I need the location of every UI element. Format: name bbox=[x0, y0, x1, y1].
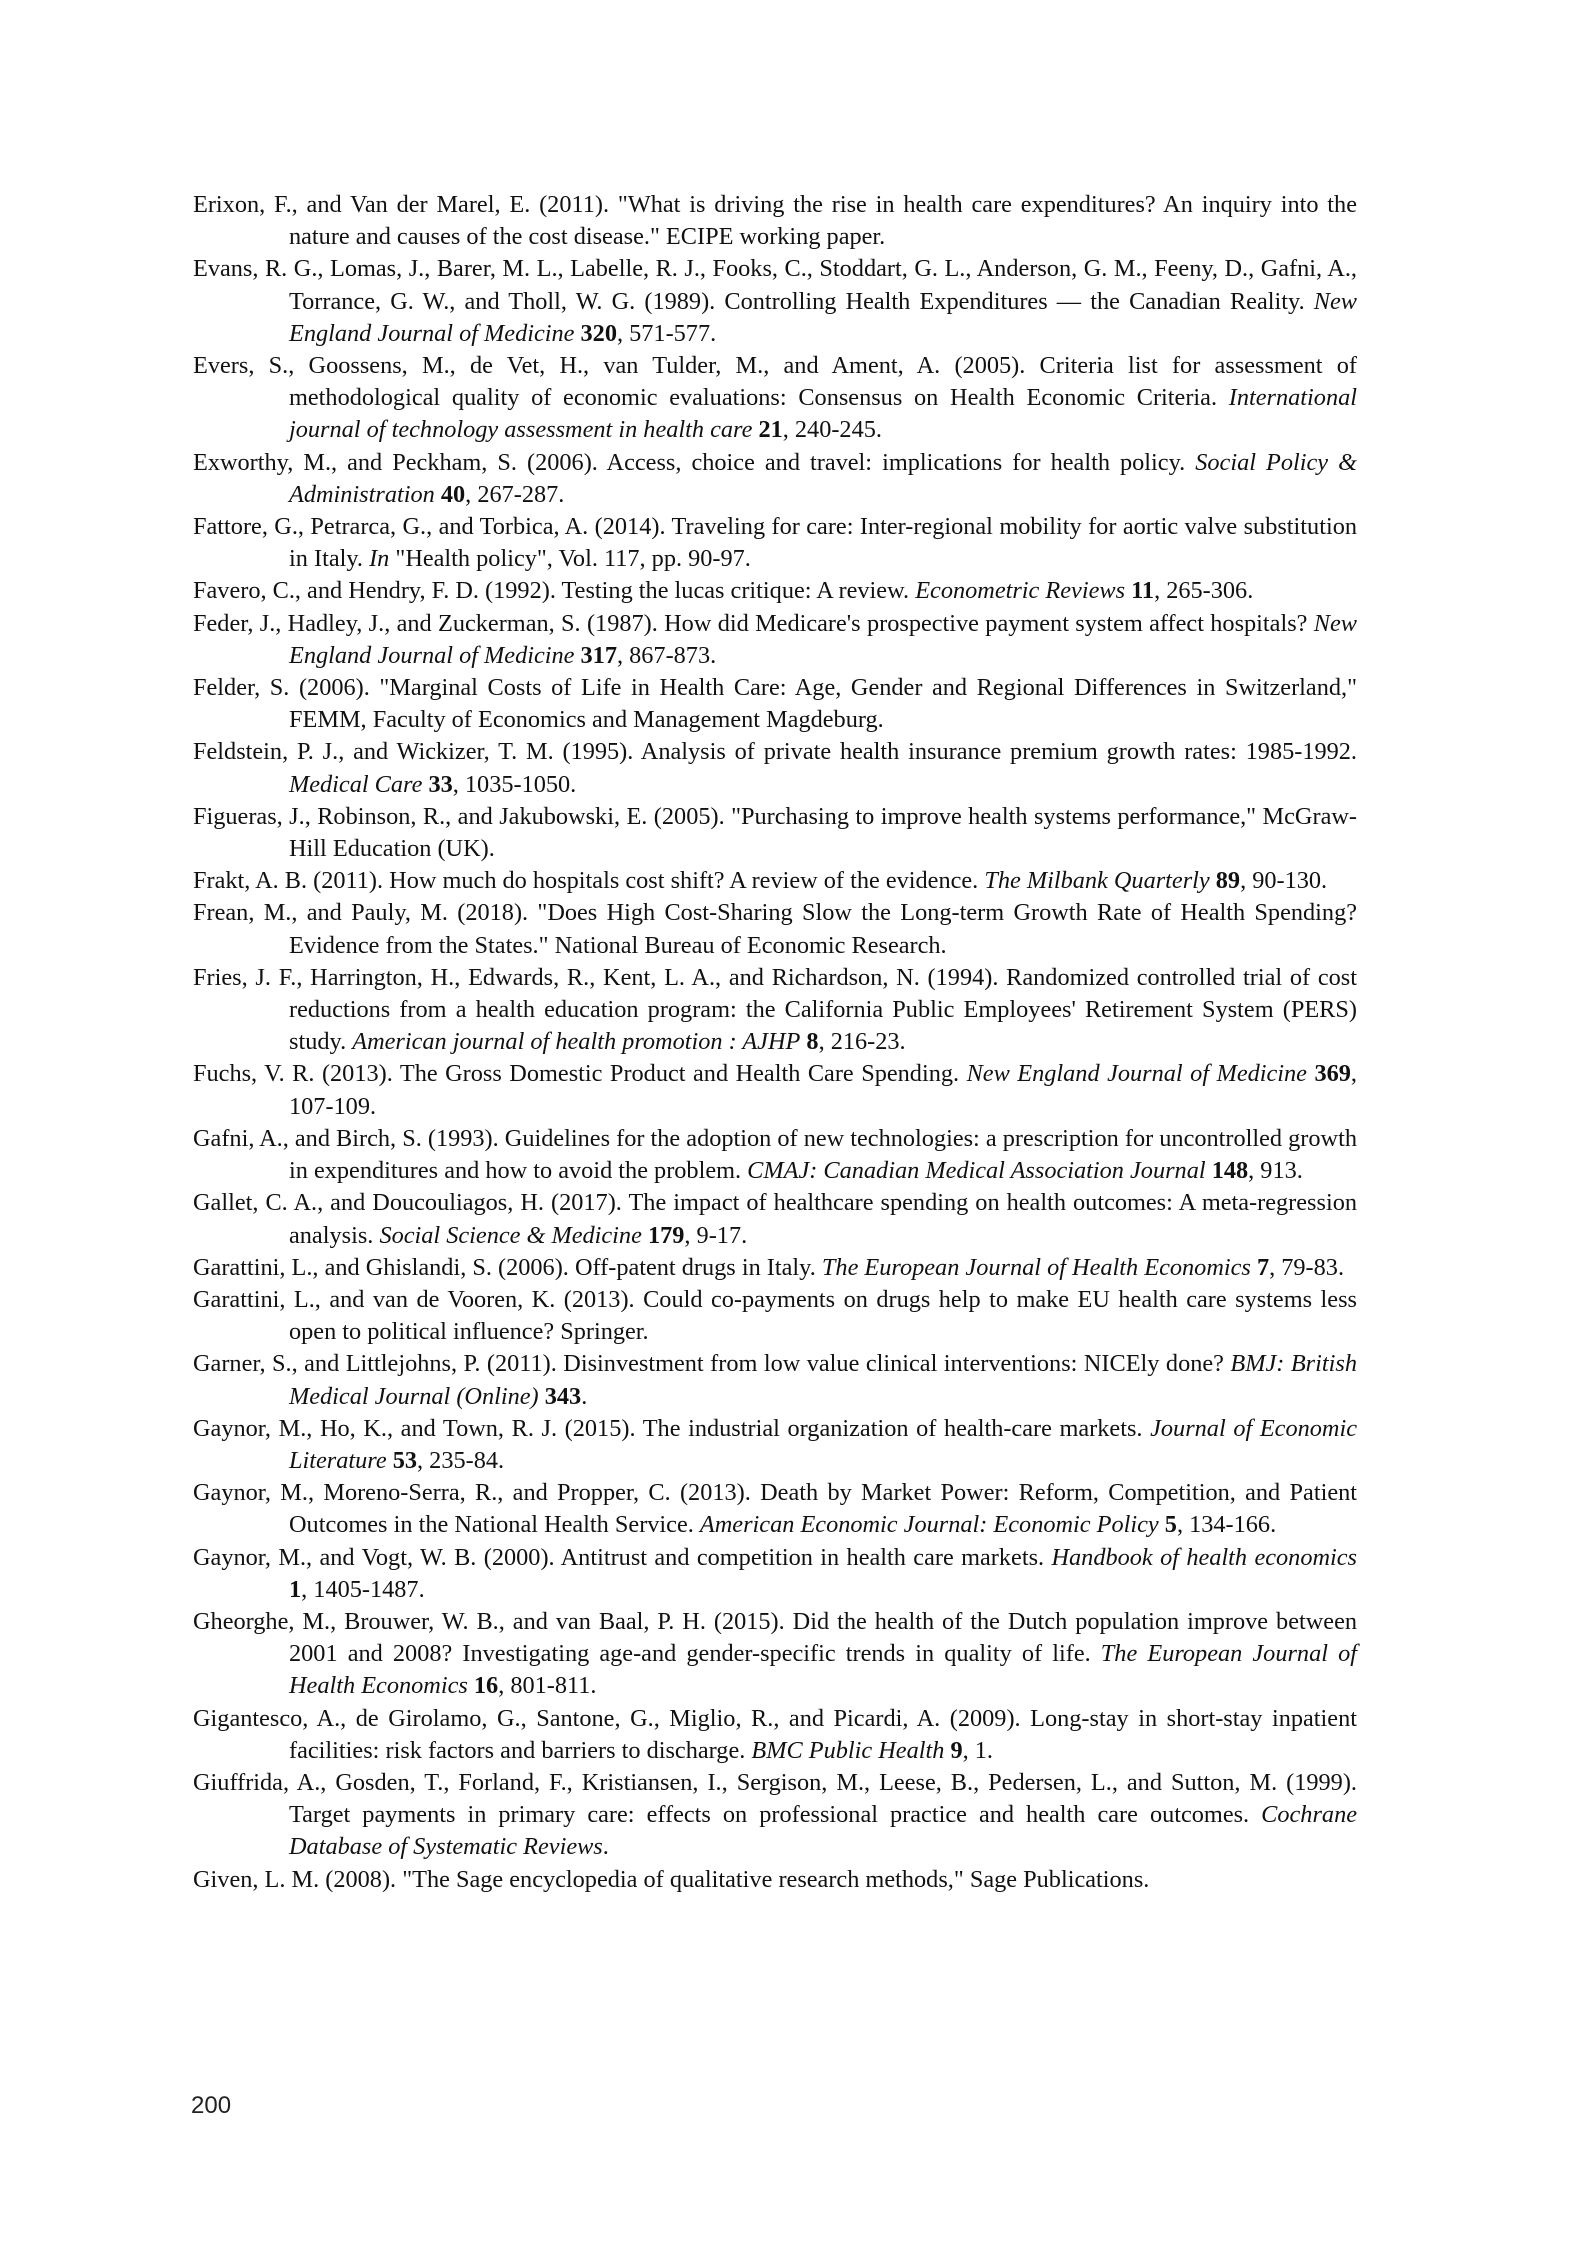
journal-title: New England Journal of Medicine bbox=[289, 287, 1357, 347]
reference-text: , 867-873. bbox=[616, 641, 717, 669]
reference-entry bbox=[193, 1767, 1357, 1864]
journal-title: CMAJ: Canadian Medical Association Journal bbox=[747, 1157, 1206, 1185]
journal-title: Journal of Economic Literature bbox=[289, 1414, 1357, 1474]
volume-number: 343 bbox=[544, 1382, 582, 1410]
reference-text: , 107-109. bbox=[289, 1060, 1357, 1120]
volume-number: 148 bbox=[1211, 1157, 1249, 1185]
reference-entry bbox=[193, 1477, 1357, 1541]
volume-number: 33 bbox=[428, 770, 453, 798]
reference-entry bbox=[193, 1058, 1357, 1122]
reference-text: , 801-811. bbox=[498, 1672, 597, 1700]
journal-title: Social Policy & Administration bbox=[289, 448, 1357, 508]
volume-number: 9 bbox=[950, 1736, 963, 1764]
reference-text: Gafni, A., and Birch, S. (1993). Guidelines for the adoption of new technologies: a prescription for uncontrolled growth in expenditures and how to avoid the problem. bbox=[193, 1124, 1357, 1185]
journal-title: New England Journal of Medicine bbox=[966, 1060, 1307, 1088]
journal-title: Handbook of health economics bbox=[1051, 1543, 1358, 1571]
journal-title: International journal of technology assessment in health care bbox=[289, 384, 1357, 444]
reference-text: Gheorghe, M., Brouwer, W. B., and van Baal, P. H. (2015). Did the health of the Dutch population improve between 2001 and 2008? Investigating age-and gender-specific trends in quality of life. bbox=[193, 1607, 1357, 1668]
reference-entry bbox=[193, 1284, 1357, 1348]
reference-entry bbox=[193, 1252, 1357, 1284]
reference-entry bbox=[193, 1187, 1357, 1251]
reference-text: Felder, S. (2006). "Marginal Costs of Life in Health Care: Age, Gender and Regional Differences in Switzerland," FEMM, Faculty of Economics and Management Magdeburg. bbox=[193, 674, 1357, 734]
reference-text: Gaynor, M., Moreno-Serra, R., and Propper, C. (2013). Death by Market Power: Reform, Competition, and Patient Outcomes in the National Health Service. bbox=[193, 1479, 1357, 1539]
journal-title: Cochrane Database of Systematic Reviews bbox=[289, 1801, 1357, 1861]
reference-text: . bbox=[602, 1833, 609, 1861]
reference-entry bbox=[193, 1606, 1357, 1703]
journal-title: The European Journal of Health Economics bbox=[289, 1640, 1357, 1700]
reference-entry bbox=[193, 1348, 1357, 1412]
journal-title: New England Journal of Medicine bbox=[289, 609, 1357, 669]
volume-number: 8 bbox=[806, 1028, 819, 1056]
page-number: 200 bbox=[191, 2092, 232, 2119]
reference-text: Evers, S., Goossens, M., de Vet, H., van Tulder, M., and Ament, A. (2005). Criteria list for assessment of methodological quality of economic evaluations: Consensus on Health Economic Criteria. bbox=[193, 352, 1357, 412]
journal-title: Social Science & Medicine bbox=[379, 1221, 642, 1249]
reference-entry bbox=[193, 253, 1357, 350]
reference-text: , 265-306. bbox=[1154, 577, 1254, 605]
reference-text: Garattini, L., and van de Vooren, K. (2013). Could co-payments on drugs help to make EU health care systems less open to political influence? Springer. bbox=[193, 1285, 1357, 1346]
reference-text: Figueras, J., Robinson, R., and Jakubowski, E. (2005). "Purchasing to improve health systems performance," McGraw-Hill Education (UK). bbox=[193, 802, 1357, 863]
reference-text: Exworthy, M., and Peckham, S. (2006). Access, choice and travel: implications for health policy. bbox=[193, 448, 1196, 476]
volume-number: 320 bbox=[580, 319, 617, 347]
volume-number: 11 bbox=[1131, 577, 1155, 605]
reference-entry bbox=[193, 189, 1357, 253]
reference-text: "Health policy", Vol. 117, pp. 90-97. bbox=[389, 545, 751, 573]
reference-entry bbox=[193, 865, 1357, 897]
reference-text: Gaynor, M., and Vogt, W. B. (2000). Antitrust and competition in health care markets. bbox=[193, 1543, 1052, 1571]
reference-entry bbox=[193, 1123, 1357, 1187]
reference-list bbox=[193, 189, 1357, 1896]
reference-text: , 79-83. bbox=[1269, 1253, 1345, 1281]
volume-number: 16 bbox=[473, 1672, 499, 1700]
reference-entry bbox=[193, 350, 1357, 447]
reference-text: Favero, C., and Hendry, F. D. (1992). Testing the lucas critique: A review. bbox=[193, 577, 916, 605]
reference-text: Feder, J., Hadley, J., and Zuckerman, S. (1987). How did Medicare's prospective payment system affect hospitals? bbox=[193, 609, 1314, 637]
journal-title: BMC Public Health bbox=[751, 1736, 945, 1764]
reference-text: Given, L. M. (2008). "The Sage encyclopedia of qualitative research methods," Sage Publications. bbox=[193, 1865, 1150, 1893]
reference-entry bbox=[193, 1542, 1357, 1606]
journal-title: In bbox=[369, 545, 390, 573]
volume-number: 7 bbox=[1256, 1253, 1270, 1281]
reference-text: Frean, M., and Pauly, M. (2018). "Does High Cost-Sharing Slow the Long-term Growth Rate of Health Spending? Evidence from the States." National Bureau of Economic Research. bbox=[193, 899, 1357, 959]
reference-text: , 9-17. bbox=[684, 1221, 748, 1249]
reference-text: Fries, J. F., Harrington, H., Edwards, R., Kent, L. A., and Richardson, N. (1994). Randomized controlled trial of cost reductions from a health education program: the California Public Employees' Retirement System (PERS) study. bbox=[193, 963, 1357, 1056]
reference-entry bbox=[193, 447, 1357, 511]
reference-text: Fattore, G., Petrarca, G., and Torbica, A. (2014). Traveling for care: Inter-regional mobility for aortic valve substitution in Italy. bbox=[193, 513, 1357, 573]
reference-text: Garattini, L., and Ghislandi, S. (2006). Off-patent drugs in Italy. bbox=[193, 1253, 822, 1281]
volume-number: 369 bbox=[1314, 1060, 1351, 1088]
reference-entry bbox=[193, 1413, 1357, 1477]
journal-title: The Milbank Quarterly bbox=[984, 867, 1210, 895]
reference-text: Erixon, F., and Van der Marel, E. (2011). "What is driving the rise in health care expenditures? An inquiry into the nature and causes of the cost disease." ECIPE working paper. bbox=[193, 191, 1357, 251]
reference-text: Feldstein, P. J., and Wickizer, T. M. (1995). Analysis of private health insurance premium growth rates: 1985-1992. bbox=[193, 738, 1357, 766]
reference-entry bbox=[193, 1864, 1357, 1896]
reference-entry bbox=[193, 511, 1357, 575]
reference-text: , 240-245. bbox=[782, 416, 882, 444]
reference-text: , 90-130. bbox=[1240, 867, 1328, 895]
reference-entry bbox=[193, 897, 1357, 961]
reference-text: Gallet, C. A., and Doucouliagos, H. (2017). The impact of healthcare spending on health outcomes: A meta-regression analysis. bbox=[193, 1189, 1357, 1249]
reference-text: , 216-23. bbox=[818, 1028, 906, 1056]
reference-text: , 1405-1487. bbox=[301, 1575, 425, 1603]
volume-number: 317 bbox=[580, 641, 617, 669]
journal-title: American Economic Journal: Economic Policy bbox=[699, 1511, 1159, 1539]
journal-title: The European Journal of Health Economics bbox=[821, 1253, 1251, 1281]
reference-entry bbox=[193, 575, 1357, 607]
reference-text: , 134-166. bbox=[1176, 1511, 1277, 1539]
journal-title: Medical Care bbox=[289, 770, 423, 798]
volume-number: 1 bbox=[289, 1575, 302, 1603]
reference-entry bbox=[193, 736, 1357, 800]
volume-number: 53 bbox=[392, 1446, 418, 1474]
reference-entry bbox=[193, 608, 1357, 672]
journal-title: American journal of health promotion : AJHP bbox=[352, 1028, 801, 1056]
reference-text: , 571-577. bbox=[616, 319, 717, 347]
reference-text: , 1035-1050. bbox=[452, 770, 577, 798]
journal-title: Econometric Reviews bbox=[915, 577, 1126, 605]
reference-text: . bbox=[581, 1382, 588, 1410]
volume-number: 5 bbox=[1164, 1511, 1177, 1539]
volume-number: 179 bbox=[647, 1221, 685, 1249]
reference-text: Giuffrida, A., Gosden, T., Forland, F., Kristiansen, I., Sergison, M., Leese, B., Pedersen, L., and Sutton, M. (1999). Target payments in primary care: effects on professional practice and health care outcomes. bbox=[193, 1768, 1357, 1829]
reference-text: Fuchs, V. R. (2013). The Gross Domestic Product and Health Care Spending. bbox=[193, 1060, 967, 1088]
reference-text: , 235-84. bbox=[417, 1446, 505, 1474]
reference-entry bbox=[193, 962, 1357, 1059]
volume-number: 89 bbox=[1215, 867, 1241, 895]
reference-text: , 913. bbox=[1248, 1157, 1303, 1185]
reference-text: Evans, R. G., Lomas, J., Barer, M. L., Labelle, R. J., Fooks, C., Stoddart, G. L., Anderson, G. M., Feeny, D., Gafni, A., Torrance, G. W., and Tholl, W. G. (1989). Controlling Health Expenditures — the Canadian Reality. bbox=[193, 255, 1357, 315]
reference-text: Garner, S., and Littlejohns, P. (2011). Disinvestment from low value clinical interventions: NICEly done? bbox=[193, 1350, 1231, 1378]
reference-text: , 1. bbox=[962, 1736, 993, 1764]
reference-text: , 267-287. bbox=[465, 480, 565, 508]
reference-text: Frakt, A. B. (2011). How much do hospitals cost shift? A review of the evidence. bbox=[193, 867, 985, 895]
reference-entry bbox=[193, 801, 1357, 865]
reference-text: Gigantesco, A., de Girolamo, G., Santone, G., Miglio, R., and Picardi, A. (2009). Long-stay in short-stay inpatient facilities: risk factors and barriers to discharge. bbox=[193, 1704, 1357, 1764]
reference-text: Gaynor, M., Ho, K., and Town, R. J. (2015). The industrial organization of health-care markets. bbox=[193, 1414, 1151, 1442]
volume-number: 40 bbox=[440, 480, 466, 508]
reference-entry bbox=[193, 672, 1357, 736]
volume-number: 21 bbox=[758, 416, 783, 444]
journal-title: BMJ: British Medical Journal (Online) bbox=[289, 1350, 1357, 1410]
reference-entry bbox=[193, 1703, 1357, 1767]
